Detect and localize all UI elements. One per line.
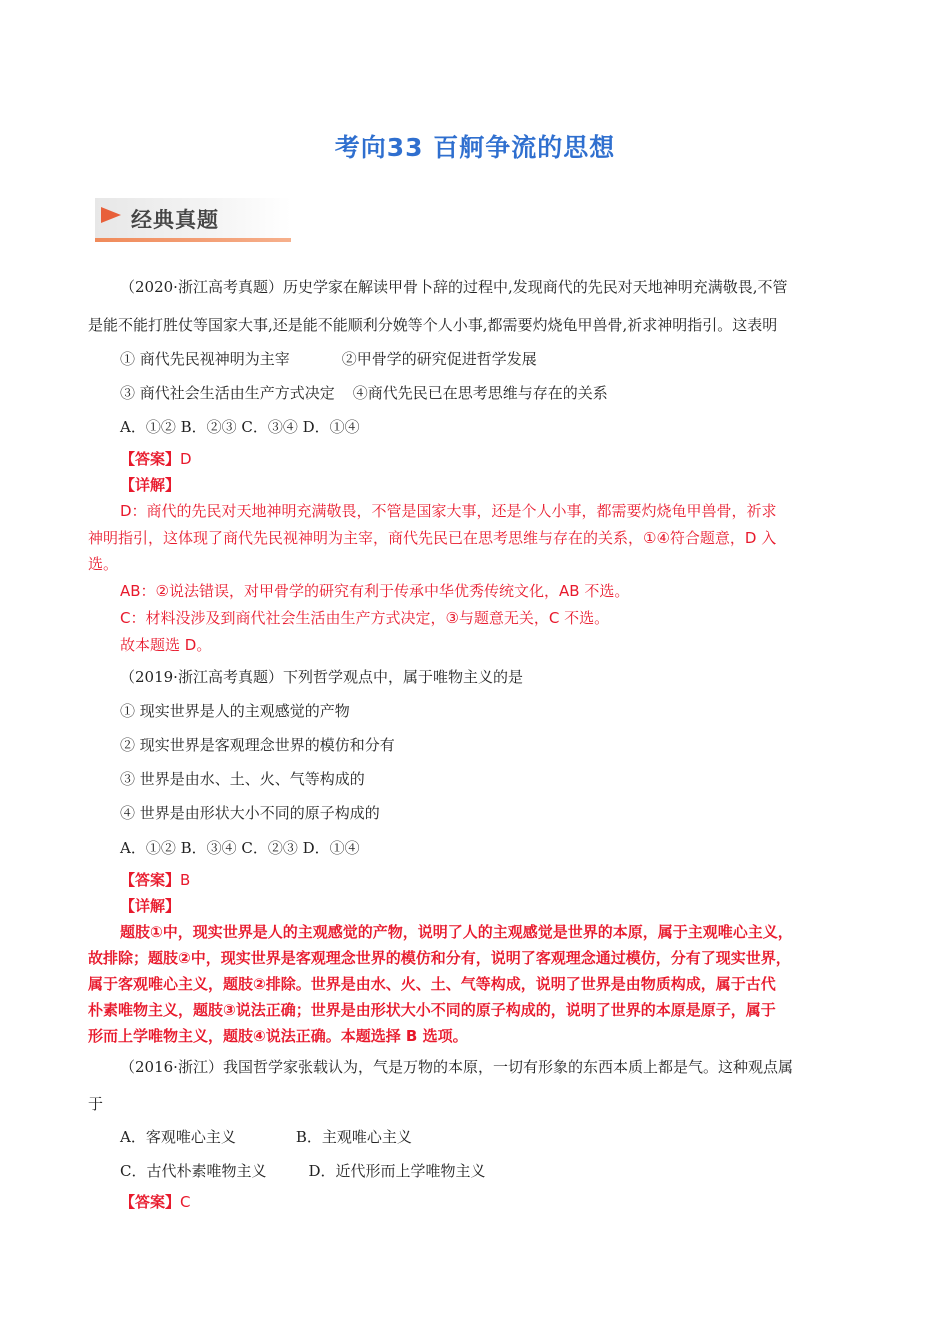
q1-stem-line2: 是能不能打胜仗等国家大事,还是能不能顺利分娩等个人小事,都需要灼烧龟甲兽骨,祈求神明指引。这表明 xyxy=(88,316,778,334)
q3-option-row1 xyxy=(120,1126,412,1147)
q1-detail-line1: D：商代的先民对天地神明充满敬畏，不管是国家大事，还是个人小事，都需要灼烧龟甲兽骨，祈求 xyxy=(120,502,777,520)
q2-option-1: ① 现实世界是人的主观感觉的产物 xyxy=(120,702,350,720)
q1-option-1: ① 商代先民视神明为主宰 xyxy=(120,350,290,368)
q3-option-c: C．古代朴素唯物主义 xyxy=(120,1162,267,1180)
q1-stem-line1: （2020·浙江高考真题）历史学家在解读甲骨卜辞的过程中,发现商代的先民对天地神明充满敬畏,不管 xyxy=(120,278,788,296)
q3-option-d: D．近代形而上学唯物主义 xyxy=(308,1162,486,1180)
q1-option-4: ④商代先民已在思考思维与存在的关系 xyxy=(352,384,608,402)
q1-option-row2 xyxy=(120,382,608,403)
arrow-right-icon xyxy=(101,207,121,223)
q1-detail-label: 【详解】 xyxy=(120,476,181,494)
q2-choices: A．①② B．③④ C．②③ D．①④ xyxy=(120,839,360,857)
section-title: 经典真题 xyxy=(131,208,219,232)
q2-detail-line1: 题肢①中，现实世界是人的主观感觉的产物，说明了人的主观感觉是世界的本原，属于主观唯心主义， xyxy=(120,923,793,941)
q2-detail-line4: 朴素唯物主义，题肢③说法正确；世界是由形状大小不同的原子构成的，说明了世界的本原是原子，属于 xyxy=(88,1001,776,1019)
q3-answer-label: 【答案】 xyxy=(120,1193,181,1211)
q2-answer xyxy=(120,869,190,890)
banner-underline xyxy=(95,238,291,242)
q3-answer-value: C xyxy=(180,1193,191,1211)
q1-option-row1 xyxy=(120,348,537,369)
q3-option-row2 xyxy=(120,1160,486,1181)
q3-option-a: A．客观唯心主义 xyxy=(120,1128,236,1146)
q1-option-3: ③ 商代社会生活由生产方式决定 xyxy=(120,384,335,402)
q2-detail-label: 【详解】 xyxy=(120,897,181,915)
q2-detail-line3: 属于客观唯心主义，题肢②排除。世界是由水、火、土、气等构成，说明了世界是由物质构成，属于古代 xyxy=(88,975,776,993)
section-banner xyxy=(95,198,291,244)
q2-detail-line2: 故排除；题肢②中，现实世界是客观理念世界的模仿和分有，说明了客观理念通过模仿，分有了现实世界， xyxy=(88,949,791,967)
q1-answer-value: D xyxy=(180,450,192,468)
q2-answer-label: 【答案】 xyxy=(120,871,181,889)
q1-answer-label: 【答案】 xyxy=(120,450,181,468)
q2-option-2: ② 现实世界是客观理念世界的模仿和分有 xyxy=(120,736,395,754)
q2-answer-value: B xyxy=(180,871,191,889)
q2-option-3: ③ 世界是由水、土、火、气等构成的 xyxy=(120,770,365,788)
q1-choices: A．①② B．②③ C．③④ D．①④ xyxy=(120,418,360,436)
q2-option-4: ④ 世界是由形状大小不同的原子构成的 xyxy=(120,804,380,822)
q3-answer xyxy=(120,1191,191,1212)
q1-detail-line3: 选。 xyxy=(88,555,119,573)
q2-detail-line5: 形而上学唯物主义，题肢④说法正确。本题选择 B 选项。 xyxy=(88,1027,468,1045)
q1-detail-line6: 故本题选 D。 xyxy=(120,636,212,654)
q2-stem: （2019·浙江高考真题）下列哲学观点中，属于唯物主义的是 xyxy=(120,668,523,686)
page-title: 考向33 百舸争流的思想 xyxy=(334,133,616,162)
q3-stem-line2: 于 xyxy=(88,1095,104,1113)
q1-option-2: ②甲骨学的研究促进哲学发展 xyxy=(341,350,537,368)
q1-detail-line2: 神明指引，这体现了商代先民视神明为主宰，商代先民已在思考思维与存在的关系，①④符合题意，D 入 xyxy=(88,529,777,547)
q3-option-b: B．主观唯心主义 xyxy=(295,1128,412,1146)
q1-detail-line4: AB：②说法错误，对甲骨学的研究有利于传承中华优秀传统文化，AB 不选。 xyxy=(120,582,630,600)
q1-detail-line5: C：材料没涉及到商代社会生活由生产方式决定，③与题意无关，C 不选。 xyxy=(120,609,610,627)
q1-answer xyxy=(120,448,192,469)
q3-stem-line1: （2016·浙江）我国哲学家张载认为，气是万物的本原，一切有形象的东西本质上都是气。这种观点属 xyxy=(120,1058,793,1076)
